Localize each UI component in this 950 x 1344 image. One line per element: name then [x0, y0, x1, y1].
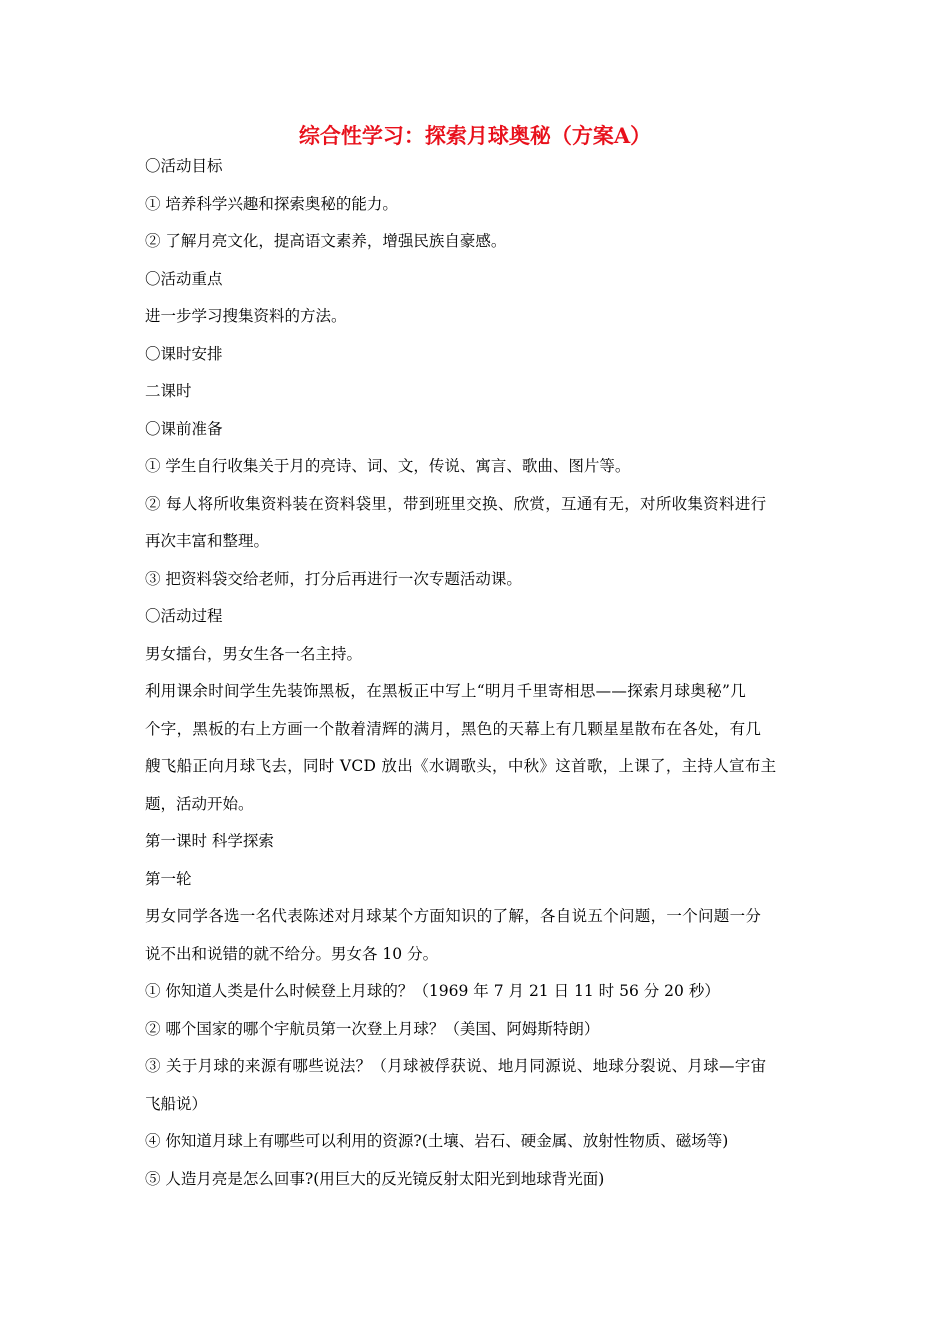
question-line: ③ 关于月球的来源有哪些说法？（月球被俘获说、地月同源说、地球分裂说、月球—宇宙 [145, 1057, 767, 1075]
paragraph-line: 个字，黑板的右上方画一个散着清辉的满月，黑色的天幕上有几颗星星散布在各处，有几 [145, 719, 762, 738]
paragraph-line: ③ 把资料袋交给老师，打分后再进行一次专题活动课。 [145, 569, 522, 588]
section-heading-schedule: 〇课时安排 [145, 344, 223, 363]
question-line: 飞船说） [145, 1094, 208, 1113]
paragraph-line: ① 培养科学兴趣和探索奥秘的能力。 [145, 194, 398, 213]
section-heading-activity-focus: 〇活动重点 [145, 269, 223, 288]
paragraph-line: 题，活动开始。 [145, 794, 254, 813]
paragraph-line: ① 学生自行收集关于月的亮诗、词、文，传说、寓言、歌曲、图片等。 [145, 457, 631, 475]
section-heading-activity-goals: 〇活动目标 [145, 157, 223, 175]
question-line: ⑤ 人造月亮是怎么回事?(用巨大的反光镜反射太阳光到地球背光面) [145, 1169, 605, 1188]
paragraph-line: 进一步学习搜集资料的方法。 [145, 307, 347, 325]
section-heading-process: 〇活动过程 [145, 607, 223, 625]
section-heading-preparation: 〇课前准备 [145, 419, 223, 438]
paragraph-line: 说不出和说错的就不给分。男女各 10 分。 [145, 944, 439, 963]
subheading-lesson-one: 第一课时 科学探索 [145, 832, 274, 850]
paragraph-line: ② 每人将所收集资料装在资料袋里，带到班里交换、欣赏，互通有无，对所收集资料进行 [145, 494, 767, 513]
subheading-round-one: 第一轮 [145, 869, 192, 888]
paragraph-line: 男女擂台，男女生各一名主持。 [145, 644, 363, 663]
question-line: ② 哪个国家的哪个宇航员第一次登上月球？（美国、阿姆斯特朗） [145, 1019, 600, 1038]
paragraph-line: ② 了解月亮文化，提高语文素养，增强民族自豪感。 [145, 232, 507, 250]
document-title: 综合性学习：探索月球奥秘（方案A） [298, 123, 652, 148]
document-body [145, 148, 807, 1198]
question-line: ④ 你知道月球上有哪些可以利用的资源?(土壤、岩石、硬金属、放射性物质、磁场等) [145, 1132, 729, 1150]
paragraph-line: 艘飞船正向月球飞去，同时 VCD 放出《水调歌头，中秋》这首歌，上课了，主持人宣布主 [145, 757, 777, 775]
paragraph-line: 利用课余时间学生先装饰黑板，在黑板正中写上“明月千里寄相思——探索月球奥秘”几 [145, 682, 747, 700]
paragraph-line: 二课时 [145, 382, 192, 400]
paragraph-line: 再次丰富和整理。 [145, 532, 270, 550]
question-line: ① 你知道人类是什么时候登上月球的？（1969 年 7 月 21 日 11 时 56 分 20 秒） [145, 982, 720, 1000]
paragraph-line: 男女同学各选一名代表陈述对月球某个方面知识的了解，各自说五个问题，一个问题一分 [145, 907, 762, 925]
